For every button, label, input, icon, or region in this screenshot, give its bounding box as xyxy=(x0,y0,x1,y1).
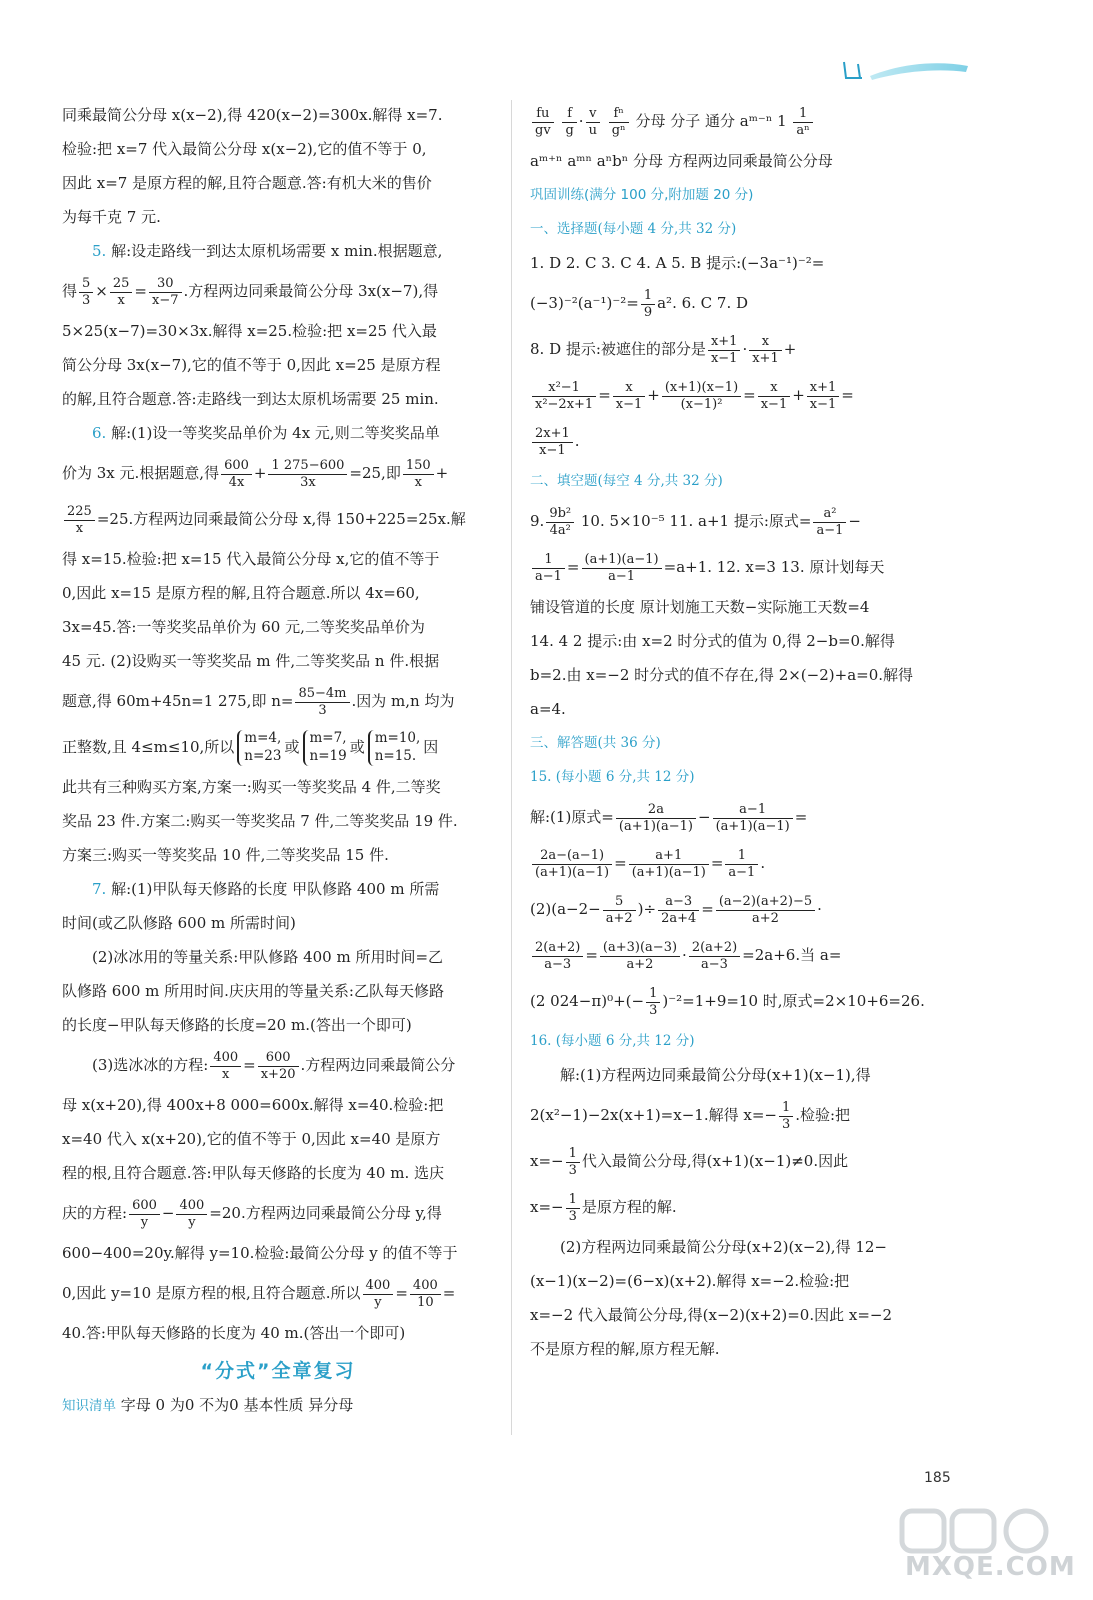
fraction: $\frac{fu}{gv}$ xyxy=(532,106,554,138)
text-line: 此共有三种购买方案,方案一:购买一等奖奖品 4 件,二等奖 xyxy=(62,778,441,796)
text-line: 的解,且符合题意.答:走路线一到达太原机场需要 25 min. xyxy=(62,390,439,408)
fraction: $\frac{150}{x}$ xyxy=(403,458,434,490)
knowledge-list: 知识清单 字母 0 为0 不为0 基本性质 异分母 xyxy=(62,1396,354,1414)
column-divider xyxy=(511,100,512,1435)
fraction: $\frac{85-4m}{3}$ xyxy=(295,686,349,718)
fraction: $\frac{1 275-600}{3x}$ xyxy=(268,458,347,490)
question-number: 5. xyxy=(92,242,107,260)
fraction: $\frac{(a+1)(a-1)}{a-1}$ xyxy=(582,552,662,584)
section-heading: 三、解答题(共 36 分) xyxy=(530,735,661,751)
text-line: a=4. xyxy=(530,700,566,718)
text-line: 得 $\frac{5}{3}$ × $\frac{25}{x}$ = $\frac{30}{x-7}$ .方程两边同乘最简公分母 3x(x−7),得 xyxy=(62,275,439,308)
equation-system: m=7, n=19 xyxy=(303,730,347,765)
text-line: x=− $\frac{1}{3}$ 是原方程的解. xyxy=(530,1191,677,1224)
fraction: $\frac{30}{x-7}$ xyxy=(149,276,182,308)
fraction: $\frac{1}{3}$ xyxy=(779,1100,793,1132)
fraction: $\frac{x+1}{x-1}$ xyxy=(807,380,840,412)
text-line: (2 024−π)⁰+(− $\frac{1}{3}$ )⁻²=1+9=10 时,原式=2×10+6=26. xyxy=(530,985,925,1018)
text-line: (−3)⁻²(a⁻¹)⁻²= $\frac{1}{9}$ a². 6. C 7. D xyxy=(530,287,749,320)
fraction: $\frac{x}{x-1}$ xyxy=(613,380,646,412)
text-line: 时间(或乙队修路 600 m 所需时间) xyxy=(62,914,296,932)
right-column xyxy=(530,98,966,1366)
section-heading: 巩固训练(满分 100 分,附加题 20 分) xyxy=(530,187,754,203)
text-line: 正整数,且 4≤m≤10,所以 m=4, n=23 或 m=7, n=19 或 m=10, n=15. 因 xyxy=(62,730,439,764)
fraction: $\frac{600}{4x}$ xyxy=(221,458,252,490)
text-line: 的长度−甲队每天修路的长度=20 m.(答出一个即可) xyxy=(62,1016,412,1034)
text-line: 8. D 提示:被遮住的部分是 $\frac{x+1}{x-1}$ · $\frac{x}{x+1}$ + xyxy=(530,333,797,366)
section-heading: 二、填空题(每空 4 分,共 32 分) xyxy=(530,473,723,489)
fraction: $\frac{x}{x-1}$ xyxy=(758,380,791,412)
text-line: 600−400=20y.解得 y=10.检验:最简公分母 y 的值不等于 xyxy=(62,1244,458,1262)
fraction: $\frac{1}{a-1}$ xyxy=(725,848,758,880)
fraction: $\frac{600}{y}$ xyxy=(129,1198,160,1230)
knowledge-list-label: 知识清单 xyxy=(62,1398,116,1414)
fraction: $\frac{400}{x}$ xyxy=(210,1050,241,1082)
text-line: $\frac{2(a+2)}{a-3}$ = $\frac{(a+3)(a-3)}{a+2}$ · $\frac{2(a+2)}{a-3}$ =2a+6.当 a= xyxy=(530,932,966,978)
fraction: $\frac{1}{3}$ xyxy=(566,1192,580,1224)
text-line: b=2.由 x=−2 时分式的值不存在,得 2×(−2)+a=0.解得 xyxy=(530,666,914,684)
text-line: 9. $\frac{\text{9b²}}{\text{4a²}}$ 10. 5×10⁻⁵ 11. a+1 提示:原式= $\frac{\text{a²}}{a-1}$ − xyxy=(530,505,861,538)
fraction: $\frac{x+1}{x-1}$ xyxy=(708,334,741,366)
fraction: $\frac{\text{fⁿ}}{\text{gⁿ}}$ xyxy=(609,106,629,138)
left-column xyxy=(62,98,494,1423)
text-line: 1. D 2. C 3. C 4. A 5. B 提示:(−3a⁻¹)⁻²= xyxy=(530,254,825,272)
text-line: 庆的方程: $\frac{600}{y}$ − $\frac{400}{y}$ =20.方程两边同乘最简公分母 y,得 xyxy=(62,1197,442,1230)
text-line: 简公分母 3x(x−7),它的值不等于 0,因此 x=25 是原方程 xyxy=(62,356,441,374)
fraction: $\frac{2a}{(a+1)(a-1)}$ xyxy=(616,802,696,834)
fraction: $\frac{5}{a+2}$ xyxy=(603,894,636,926)
fraction: $\frac{1}{\text{aⁿ}}$ xyxy=(793,106,812,138)
text-line: (2)方程两边同乘最简公分母(x+2)(x−2),得 12− xyxy=(560,1238,887,1256)
fraction: $\frac{a-1}{(a+1)(a-1)}$ xyxy=(713,802,793,834)
fraction: $\frac{(a+3)(a-3)}{a+2}$ xyxy=(600,940,680,972)
fraction: $\frac{25}{x}$ xyxy=(110,276,133,308)
text-line: 程的根,且符合题意.答:甲队每天修路的长度为 40 m. 选庆 xyxy=(62,1164,444,1182)
fraction: $\frac{1}{3}$ xyxy=(646,986,660,1018)
section-heading: 一、选择题(每小题 4 分,共 32 分) xyxy=(530,221,737,237)
watermark-url: MXQE.COM xyxy=(905,1552,1076,1582)
fraction: $\frac{2(a+2)}{a-3}$ xyxy=(689,940,740,972)
text-line: 3x=45.答:一等奖奖品单价为 60 元,二等奖奖品单价为 xyxy=(62,618,425,636)
answer-7-line: 7. 解:(1)甲队每天修路的长度 甲队修路 400 m 所需 xyxy=(92,880,440,898)
fraction: $\frac{1}{a-1}$ xyxy=(532,552,565,584)
text-line: $\frac{2a-(a-1)}{(a+1)(a-1)}$ = $\frac{a+1}{(a+1)(a-1)}$ = $\frac{1}{a-1}$ . xyxy=(530,840,966,886)
text-line: $\frac{225}{x}$ =25.方程两边同乘最简公分母 x,得 150+225=25x.解 xyxy=(62,496,494,542)
text-line: 奖品 23 件.方案二:购买一等奖奖品 7 件,二等奖奖品 19 件. xyxy=(62,812,458,830)
text-line: 5×25(x−7)=30×3x.解得 x=25.检验:把 x=25 代入最 xyxy=(62,322,437,340)
fraction: $\frac{(a-2)(a+2)-5}{a+2}$ xyxy=(716,894,815,926)
answer-5-line: 5. 解:设走路线一到达太原机场需要 x min.根据题意, xyxy=(92,242,443,260)
text-line: 45 元. (2)设购买一等奖奖品 m 件,二等奖奖品 n 件.根据 xyxy=(62,652,440,670)
text-line: 解:(1)方程两边同乘最简公分母(x+1)(x−1),得 xyxy=(560,1066,871,1084)
fraction: $\frac{400}{y}$ xyxy=(363,1278,394,1310)
text-line: x=40 代入 x(x+20),它的值不等于 0,因此 x=40 是原方 xyxy=(62,1130,441,1148)
fraction: $\frac{\text{x²−1}}{\text{x²−2x+1}}$ xyxy=(532,380,596,412)
text-line: (2)(a−2− $\frac{5}{a+2}$ )÷ $\frac{a-3}{2a+4}$ = $\frac{(a-2)(a+2)-5}{a+2}$ · xyxy=(530,893,822,926)
text-line: $\frac{\text{x²−1}}{\text{x²−2x+1}}$ = $\frac{x}{x-1}$ + $\frac{(x+1)(x-1)}{\text{(x−1)²}}$ = $\frac{x}{x-1}$ + $\frac{x+1}{x-1}$ = xyxy=(530,372,966,418)
text-line: 为每千克 7 元. xyxy=(62,208,161,226)
fraction: $\frac{2x+1}{x-1}$ xyxy=(532,426,573,458)
question-number: 6. xyxy=(92,424,107,442)
text-line: (3)选冰冰的方程: $\frac{400}{x}$ = $\frac{600}{x+20}$ .方程两边同乘最简公分 xyxy=(92,1049,456,1082)
fraction: $\frac{v}{u}$ xyxy=(586,106,600,138)
text-line: $\frac{fu}{gv}$ $\frac{f}{g}$ · $\frac{v}{u}$ $\frac{\text{fⁿ}}{\text{gⁿ}}$ 分母 分子 通分 aᵐ⁻ⁿ 1 $\frac{1}{\text{aⁿ}}$ xyxy=(530,98,966,144)
text-line: 得 x=15.检验:把 x=15 代入最简公分母 x,它的值不等于 xyxy=(62,550,440,568)
question-heading: 15. (每小题 6 分,共 12 分) xyxy=(530,769,695,785)
text-line: (x−1)(x−2)=(6−x)(x+2).解得 x=−2.检验:把 xyxy=(530,1272,850,1290)
page-number: 185 xyxy=(924,1470,951,1486)
fraction: $\frac{400}{10}$ xyxy=(410,1278,441,1310)
fraction: $\frac{(x+1)(x-1)}{\text{(x−1)²}}$ xyxy=(662,380,741,412)
fraction: $\frac{2a-(a-1)}{(a+1)(a-1)}$ xyxy=(532,848,612,880)
fraction: $\frac{1}{9}$ xyxy=(641,288,655,320)
fraction: $\frac{5}{3}$ xyxy=(79,276,93,308)
fraction: $\frac{225}{x}$ xyxy=(64,504,95,536)
text-line: 队修路 600 m 所用时间.庆庆用的等量关系:乙队每天修路 xyxy=(62,982,444,1000)
question-heading: 16. (每小题 6 分,共 12 分) xyxy=(530,1033,695,1049)
text-line: 铺设管道的长度 原计划施工天数−实际施工天数=4 xyxy=(530,598,870,616)
fraction: $\frac{1}{3}$ xyxy=(566,1146,580,1178)
equation-system: m=10, n=15. xyxy=(368,730,421,765)
text-line: 因此 x=7 是原方程的解,且符合题意.答:有机大米的售价 xyxy=(62,174,432,192)
fraction: $\frac{a-3}{2a+4}$ xyxy=(658,894,699,926)
fraction: $\frac{a+1}{(a+1)(a-1)}$ xyxy=(629,848,709,880)
text-line: 40.答:甲队每天修路的长度为 40 m.(答出一个即可) xyxy=(62,1324,406,1342)
question-number: 7. xyxy=(92,880,107,898)
text-line: (2)冰冰用的等量关系:甲队修路 400 m 所用时间=乙 xyxy=(92,948,444,966)
text-line: 14. 4 2 提示:由 x=2 时分式的值为 0,得 2−b=0.解得 xyxy=(530,632,895,650)
fraction: $\frac{f}{g}$ xyxy=(562,106,576,138)
text-line: 解:(1)原式= $\frac{2a}{(a+1)(a-1)}$ − $\frac{a-1}{(a+1)(a-1)}$ = xyxy=(530,801,808,834)
answer-6-line: 6. 解:(1)设一等奖奖品单价为 4x 元,则二等奖奖品单 xyxy=(92,424,440,442)
text-line: $\frac{2x+1}{x-1}$ . xyxy=(530,418,966,464)
fraction: $\frac{\text{a²}}{a-1}$ xyxy=(813,506,846,538)
text-line: 母 x(x+20),得 400x+8 000=600x.解得 x=40.检验:把 xyxy=(62,1096,444,1114)
text-line: 价为 3x 元.根据题意,得 $\frac{600}{4x}$ + $\frac{1 275-600}{3x}$ =25,即 $\frac{150}{x}$ + xyxy=(62,457,449,490)
text-line: x=− $\frac{1}{3}$ 代入最简公分母,得(x+1)(x−1)≠0.因此 xyxy=(530,1145,849,1178)
text-line: x=−2 代入最简公分母,得(x−2)(x+2)=0.因此 x=−2 xyxy=(530,1306,893,1324)
fraction: $\frac{2(a+2)}{a-3}$ xyxy=(532,940,583,972)
text-line: 0,因此 y=10 是原方程的根,且符合题意.所以 $\frac{400}{y}$ = $\frac{400}{10}$ = xyxy=(62,1277,456,1310)
header-decoration xyxy=(840,54,970,84)
text-line: aᵐ⁺ⁿ aᵐⁿ aⁿbⁿ 分母 方程两边同乘最简公分母 xyxy=(530,152,833,170)
fraction: $\frac{400}{y}$ xyxy=(176,1198,207,1230)
fraction: $\frac{\text{9b²}}{\text{4a²}}$ xyxy=(546,506,574,538)
fraction: $\frac{600}{x+20}$ xyxy=(258,1050,299,1082)
text-line: 0,因此 x=15 是原方程的解,且符合题意.所以 4x=60, xyxy=(62,584,420,602)
text-line: 检验:把 x=7 代入最简公分母 x(x−2),它的值不等于 0, xyxy=(62,140,427,158)
text-line: 方案三:购买一等奖奖品 10 件,二等奖奖品 15 件. xyxy=(62,846,389,864)
text-line: 同乘最简公分母 x(x−2),得 420(x−2)=300x.解得 x=7. xyxy=(62,106,443,124)
equation-system: m=4, n=23 xyxy=(237,730,281,765)
text-line: 2(x²−1)−2x(x+1)=x−1.解得 x=− $\frac{1}{3}$ .检验:把 xyxy=(530,1099,851,1132)
text-line: 不是原方程的解,原方程无解. xyxy=(530,1340,720,1358)
fraction: $\frac{x}{x+1}$ xyxy=(749,334,782,366)
text-line: 题意,得 60m+45n=1 275,即 n= $\frac{85-4m}{3}$ .因为 m,n 均为 xyxy=(62,685,455,718)
text-line: $\frac{1}{a-1}$ = $\frac{(a+1)(a-1)}{a-1}$ =a+1. 12. x=3 13. 原计划每天 xyxy=(530,544,966,590)
chapter-title: “分式”全章复习 xyxy=(200,1360,356,1382)
